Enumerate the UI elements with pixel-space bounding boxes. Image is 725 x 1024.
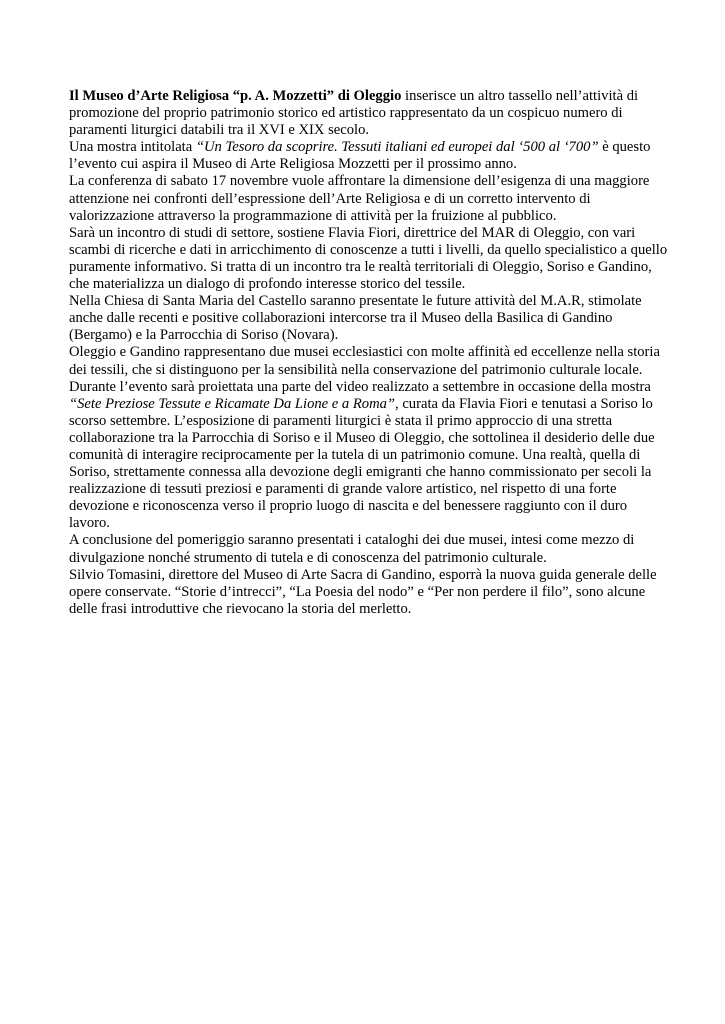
paragraph-exhibition-before: Una mostra intitolata <box>69 139 196 156</box>
video-exhibition-title: “Sete Preziose Tessute e Ricamate Da Lione e a Roma” <box>69 395 396 412</box>
paragraph-exhibition-after: è questo l’evento cui aspira il Museo di Arte Religiosa Mozzetti per il prossimo anno. <box>69 139 651 173</box>
paragraph-video-before: Durante l’evento sarà proiettata una parte del video realizzato a settembre in occasione della mostra <box>69 378 651 395</box>
paragraph-video <box>69 379 669 533</box>
museum-name: Il Museo d’Arte Religiosa “p. A. Mozzetti” di Oleggio <box>69 88 402 104</box>
paragraph-intro-text: inserisce un altro tassello nell’attività di promozione del proprio patrimonio storico ed artistico rappresentato da un cospicuo numero di paramenti liturgici databili tra il XVI e XIX secolo. <box>69 88 639 139</box>
paragraph-conference: La conferenza di sabato 17 novembre vuole affrontare la dimensione dell’esigenza di una maggiore attenzione nei confronti dell’espressione dell’Arte Religiosa e di un corretto intervento di valorizzazione attraverso la programmazione di attività per la fruizione al pubblico. <box>69 173 650 224</box>
paragraph-exhibition <box>69 139 669 173</box>
paragraph-video-after: , curata da Flavia Fiori e tenutasi a Soriso lo scorso settembre. L’esposizione di paramenti liturgici è stata il primo approccio di una stretta collaborazione tra la Parrocchia di Soriso e il Museo di Oleggio, che sottolinea il desiderio delle due comunità di interagire reciprocamente per la tutela di un patrimonio comune. Una realtà, quella di Soriso, strettamente connessa alla devozione degli emigranti che hanno commissionato per secoli la realizzazione di tessuti preziosi e paramenti di grande valore artistico, nel rispetto di una forte devozione e riconoscenza verso il proprio luogo di nascita e del benessere raggiunto con il duro lavoro. <box>69 395 655 532</box>
article-body <box>69 88 669 618</box>
paragraph-museums: Oleggio e Gandino rappresentano due musei ecclesiastici con molte affinità ed eccellenze nella storia dei tessili, che si distinguono per la sensibilità nella conservazione del patrimonio culturale locale. <box>69 344 660 378</box>
paragraph-meeting: Sarà un incontro di studi di settore, sostiene Flavia Fiori, direttrice del MAR di Oleggio, con vari scambi di ricerche e dati in arricchimento di conoscenze a tutti i livelli, da quello specialistico a quello puramente informativo. Si tratta di un incontro tra le realtà territoriali di Oleggio, Soriso e Gandino, che materializza un dialogo di profondo interesse storico del tessile. <box>69 224 668 293</box>
exhibition-title: “Un Tesoro da scoprire. Tessuti italiani ed europei dal ‘500 al ‘700” <box>195 139 599 156</box>
paragraph-church: Nella Chiesa di Santa Maria del Castello saranno presentate le future attività del M.A.R, stimolate anche dalle recenti e positive collaborazioni intercorse tra il Museo della Basilica di Gandino (Bergamo) e la Parrocchia di Soriso (Novara). <box>69 293 642 344</box>
paragraph-catalogues: A conclusione del pomeriggio saranno presentati i cataloghi dei due musei, intesi come mezzo di divulgazione nonché strumento di tutela e di conoscenza del patrimonio culturale. <box>69 532 635 566</box>
paragraph-guide: Silvio Tomasini, direttore del Museo di Arte Sacra di Gandino, esporrà la nuova guida generale delle opere conservate. “Storie d’intrecci”, “La Poesia del nodo” e “Per non perdere il filo”, sono alcune delle frasi introduttive che rievocano la storia del merletto. <box>69 566 657 617</box>
paragraph-intro <box>69 88 669 139</box>
